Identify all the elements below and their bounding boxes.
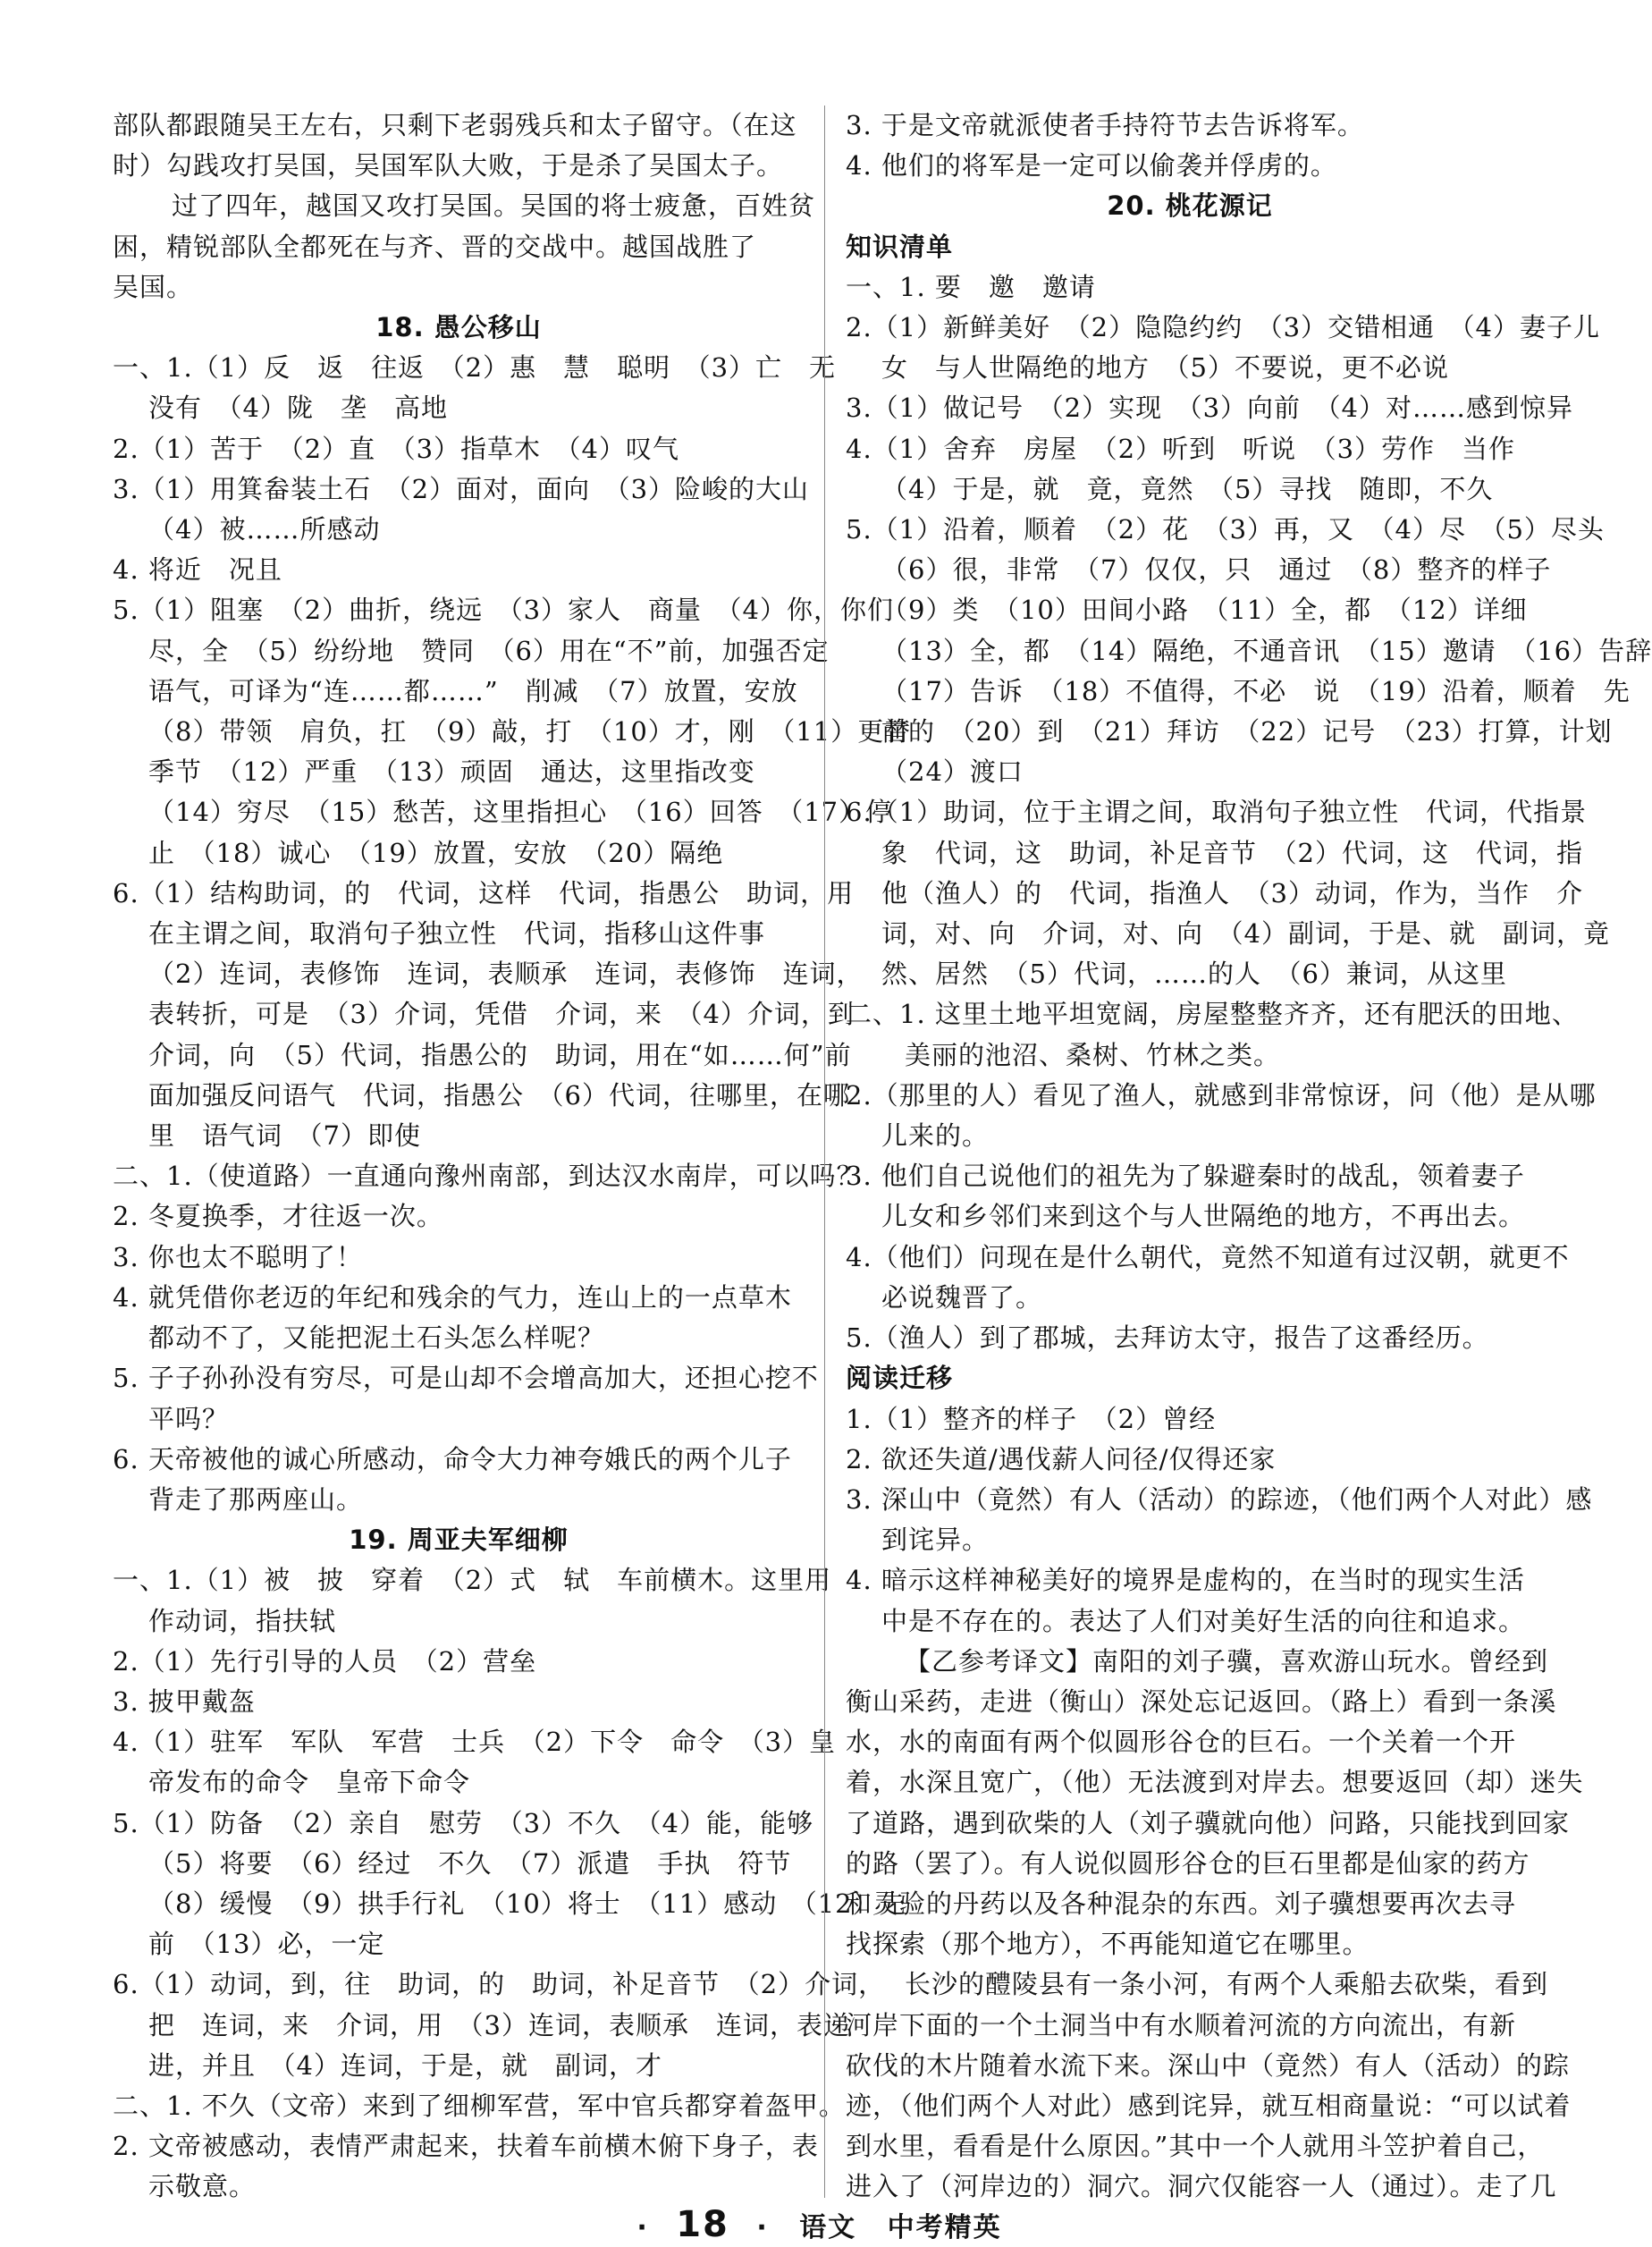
text-line: （17）告诉 （18）不值得，不必 说 （19）沿着，顺着 先 (881, 675, 1631, 706)
text-line: 3.（1）做记号 （2）实现 （3）向前 （4）对……感到惊异 (846, 393, 1573, 424)
column-divider (824, 106, 825, 2198)
text-line: 中是不存在的。表达了人们对美好生活的向往和追求。 (881, 1605, 1526, 1636)
text-line: （8）缓慢 （9）拱手行礼 （10）将士 （11）感动 （12）先 (148, 1888, 906, 1919)
text-line: 必说魏晋了。 (881, 1281, 1043, 1313)
text-line: 了道路，遇到砍柴的人（刘子骥就向他）问路，只能找到回家 (846, 1807, 1571, 1838)
text-line: 2. 冬夏换季，才往返一次。 (113, 1201, 443, 1232)
text-line: 帝发布的命令 皇帝下命令 (148, 1767, 471, 1798)
section-title: 18. 愚公移山 (375, 312, 542, 343)
text-line: 5.（1）沿着，顺着 （2）花 （3）再，又 （4）尽 （5）尽头 (846, 514, 1605, 545)
text-line: 吴国。 (113, 271, 194, 302)
text-line: 语气，可译为“连……都……” 削减 （7）放置，安放 (148, 675, 798, 706)
text-line: （6）很，非常 （7）仅仅，只 通过 （8）整齐的样子 (881, 554, 1552, 586)
text-line: 前的 （20）到 （21）拜访 （22）记号 （23）打算，计划 (881, 716, 1613, 748)
text-line: 女 与人世隔绝的地方 （5）不要说，更不必说 (881, 352, 1449, 384)
text-line: 尽，全 （5）纷纷地 赞同 （6）用在“不”前，加强否定 (148, 635, 830, 666)
text-line: 2.（那里的人）看见了渔人，就感到非常惊讶，问（他）是从哪 (846, 1079, 1597, 1111)
text-line: （4）于是，就 竟，竟然 （5）寻找 随即，不久 (881, 473, 1494, 504)
text-line: 4.（1）驻军 军队 军营 士兵 （2）下令 命令 （3）皇 (113, 1727, 837, 1758)
page-number: 18 (676, 2204, 729, 2245)
text-line: 象 代词，这 助词，补足音节 （2）代词，这 代词，指 (881, 837, 1583, 868)
text-line: 2. 欲还失道/遇伐薪人问径/仅得还家 (846, 1443, 1277, 1474)
text-line: 水，水的南面有两个似圆形谷仓的巨石。一个关着一个开 (846, 1727, 1517, 1758)
footer-subject: 语文 (799, 2212, 857, 2243)
text-line: 1.（1）整齐的样子 （2）曾经 (846, 1403, 1217, 1434)
text-line: 4. 暗示这样神秘美好的境界是虚构的，在当时的现实生活 (846, 1565, 1525, 1596)
paragraph-start-line: 【乙参考译文】南阳的刘子骥，喜欢游山玩水。曾经到 (905, 1645, 1549, 1677)
text-line: 砍伐的木片随着水流下来。深山中（竟然）有人（活动）的踪 (846, 2049, 1571, 2081)
text-line: 季节 （12）严重 （13）顽固 通达，这里指改变 (148, 756, 755, 788)
text-line: （5）将要 （6）经过 不久 （7）派遣 手执 符节 (148, 1847, 792, 1879)
text-line: 里 语气词 （7）即使 (148, 1120, 421, 1152)
text-line: 6. 天帝被他的诚心所感动，命令大力神夸娥氏的两个儿子 (113, 1443, 792, 1474)
text-line: 作动词，指扶轼 (148, 1605, 337, 1636)
text-line: 在主谓之间，取消句子独立性 代词，指移山这件事 (148, 918, 766, 950)
text-line: 到诧异。 (881, 1525, 990, 1556)
text-line: 到水里，看看是什么原因。”其中一个人就用斗笠护着自己， (846, 2131, 1545, 2162)
text-line: 二、1. 不久（文帝）来到了细柳军营，军中官兵都穿着盔甲。 (113, 2090, 846, 2121)
text-line: 词，对、向 介词，对、向 （4）副词，于是、就 副词，竟 (881, 918, 1610, 950)
text-line: 3.（1）用箕畚装土石 （2）面对，面向 （3）险峻的大山 (113, 473, 810, 504)
text-line: 一、1. 要 邀 邀请 (846, 271, 1096, 302)
text-line: 儿来的。 (881, 1120, 990, 1152)
text-line: 平吗？ (148, 1403, 230, 1434)
text-line: 2.（1）新鲜美好 （2）隐隐约约 （3）交错相通 （4）妻子儿 (846, 312, 1600, 343)
text-line: 把 连词，来 介词，用 （3）连词，表顺承 连词，表递 (148, 2009, 850, 2040)
text-line: 5.（渔人）到了郡城，去拜访太守，报告了这番经历。 (846, 1322, 1489, 1354)
text-line: （8）带领 肩负，扛 （9）敲，打 （10）才，刚 （11）更替 (148, 716, 912, 748)
text-line: 二、1.（使道路）一直通向豫州南部，到达汉水南岸，可以吗？ (113, 1161, 864, 1192)
text-line: 4. 他们的将军是一定可以偷袭并俘虏的。 (846, 150, 1337, 182)
text-line: 5.（1）阻塞 （2）曲折，绕远 （3）家人 商量 （4）你，你们 (113, 595, 894, 626)
text-line: 6.（1）助词，位于主谓之间，取消句子独立性 代词，代指景 (846, 797, 1588, 828)
text-line: （24）渡口 (881, 756, 1024, 788)
text-line: 二、1. 这里土地平坦宽阔，房屋整整齐齐，还有肥沃的田地、 (846, 999, 1579, 1030)
text-line: 找探索（那个地方），不再能知道它在哪里。 (846, 1929, 1370, 1960)
text-line: 时）勾践攻打吴国，吴国军队大败，于是杀了吴国太子。 (113, 150, 784, 182)
page-footer (0, 2204, 1639, 2245)
text-line: 3. 披甲戴盔 (113, 1685, 256, 1717)
text-line: 的路（罢了）。有人说似圆形谷仓的巨石里都是仙家的药方 (846, 1847, 1530, 1879)
text-line: 介词，向 （5）代词，指愚公的 助词，用在“如……何”前 (148, 1039, 852, 1070)
footer-dot-right: · (756, 2212, 769, 2243)
text-line: （4）被……所感动 (148, 514, 381, 545)
text-line: 美丽的池沼、桑树、竹林之类。 (905, 1039, 1281, 1070)
text-line: 背走了那两座山。 (148, 1483, 364, 1515)
text-line: 迹，（他们两个人对此）感到诧异，就互相商量说：“可以试着 (846, 2090, 1572, 2121)
text-line: 前 （13）必，一定 (148, 1929, 385, 1960)
text-line: 5. 子子孙孙没有穷尽，可是山却不会增高加大，还担心挖不 (113, 1363, 819, 1394)
text-line: 一、1.（1）反 返 往返 （2）惠 慧 聪明 （3）亡 无 (113, 352, 837, 384)
text-line: 没有 （4）陇 垄 高地 (148, 393, 448, 424)
right-column (846, 106, 1652, 2208)
text-line: 部队都跟随吴王左右，只剩下老弱残兵和太子留守。（在这 (113, 110, 797, 140)
text-line: 5.（1）防备 （2）亲自 慰劳 （3）不久 （4）能，能够 (113, 1807, 813, 1838)
text-line: 4. 将近 况且 (113, 554, 282, 586)
paragraph-start-line: 长沙的醴陵县有一条小河，有两个人乘船去砍柴，看到 (905, 1969, 1549, 2000)
text-line: 都动不了，又能把泥土石头怎么样呢？ (148, 1322, 605, 1354)
text-line: 3. 深山中（竟然）有人（活动）的踪迹，（他们两个人对此）感 (846, 1483, 1593, 1515)
text-line: 表转折，可是 （3）介词，凭借 介词，来 （4）介词，到 (148, 999, 855, 1030)
text-line: （9）类 （10）田间小路 （11）全，都 （12）详细 (881, 595, 1528, 626)
text-line: 6.（1）结构助词，的 代词，这样 代词，指愚公 助词，用 (113, 877, 855, 908)
text-line: 然、居然 （5）代词，……的人 （6）兼词，从这里 (881, 959, 1507, 990)
text-line: 示敬意。 (148, 2171, 257, 2202)
section-title: 20. 桃花源记 (1107, 190, 1273, 222)
text-line: 6.（1）动词，到，往 助词，的 助词，补足音节 （2）介词， (113, 1969, 886, 2000)
text-line: 困，精锐部队全都死在与齐、晋的交战中。越国战胜了 (113, 231, 757, 262)
text-line: 2.（1）苦于 （2）直 （3）指草木 （4）叹气 (113, 433, 679, 464)
text-line: 4.（他们）问现在是什么朝代，竟然不知道有过汉朝，就更不 (846, 1241, 1570, 1272)
text-line: 他（渔人）的 代词，指渔人 （3）动词，作为，当作 介 (881, 877, 1583, 908)
paragraph-start-line: 过了四年，越国又攻打吴国。吴国的将士疲惫，百姓贫 (172, 190, 816, 222)
text-line: 3. 你也太不聪明了！ (113, 1241, 363, 1272)
text-line: 儿女和乡邻们来到这个与人世隔绝的地方，不再出去。 (881, 1201, 1526, 1232)
text-line: 止 （18）诚心 （19）放置，安放 （20）隔绝 (148, 837, 724, 868)
text-line: 一、1.（1）被 披 穿着 （2）式 轼 车前横木。这里用 (113, 1565, 832, 1596)
text-line: 衡山采药，走进（衡山）深处忘记返回。（路上）看到一条溪 (846, 1685, 1557, 1717)
text-line: 2.（1）先行引导的人员 （2）营垒 (113, 1645, 537, 1677)
text-line: （2）连词，表修饰 连词，表顺承 连词，表修饰 连词， (148, 959, 864, 990)
subsection-heading: 阅读迁移 (846, 1363, 954, 1394)
text-line: 面加强反问语气 代词，指愚公 （6）代词，往哪里，在哪 (148, 1079, 850, 1111)
subsection-heading: 知识清单 (846, 231, 954, 262)
text-line: 3. 他们自己说他们的祖先为了躲避秦时的战乱，领着妻子 (846, 1161, 1525, 1192)
text-line: 和灵验的丹药以及各种混杂的东西。刘子骥想要再次去寻 (846, 1888, 1517, 1919)
text-line: 4.（1）舍弃 房屋 （2）听到 听说 （3）劳作 当作 (846, 433, 1516, 464)
text-line: 进，并且 （4）连词，于是，就 副词，才 (148, 2049, 662, 2081)
text-line: （13）全，都 （14）隔绝，不通音讯 （15）邀请 （16）告辞 (881, 635, 1652, 666)
text-line: 河岸下面的一个土洞当中有水顺着河流的方向流出，有新 (846, 2009, 1517, 2040)
text-line: 2. 文帝被感动，表情严肃起来，扶着车前横木俯下身子，表 (113, 2131, 819, 2162)
text-line: 进入了（河岸边的）洞穴。洞穴仅能容一人（通过）。走了几 (846, 2171, 1557, 2202)
footer-dot-left: · (636, 2212, 649, 2243)
section-title: 19. 周亚夫军细柳 (349, 1525, 569, 1556)
text-line: 着，水深且宽广，（他）无法渡到对岸去。想要返回（却）迷失 (846, 1767, 1584, 1798)
text-line: （14）穷尽 （15）愁苦，这里指担心 （16）回答 （17）停 (148, 797, 893, 828)
text-line: 4. 就凭借你老迈的年纪和残余的气力，连山上的一点草木 (113, 1281, 792, 1313)
footer-series: 中考精英 (887, 2212, 1002, 2243)
text-line: 3. 于是文帝就派使者手持符节去告诉将军。 (846, 110, 1364, 140)
